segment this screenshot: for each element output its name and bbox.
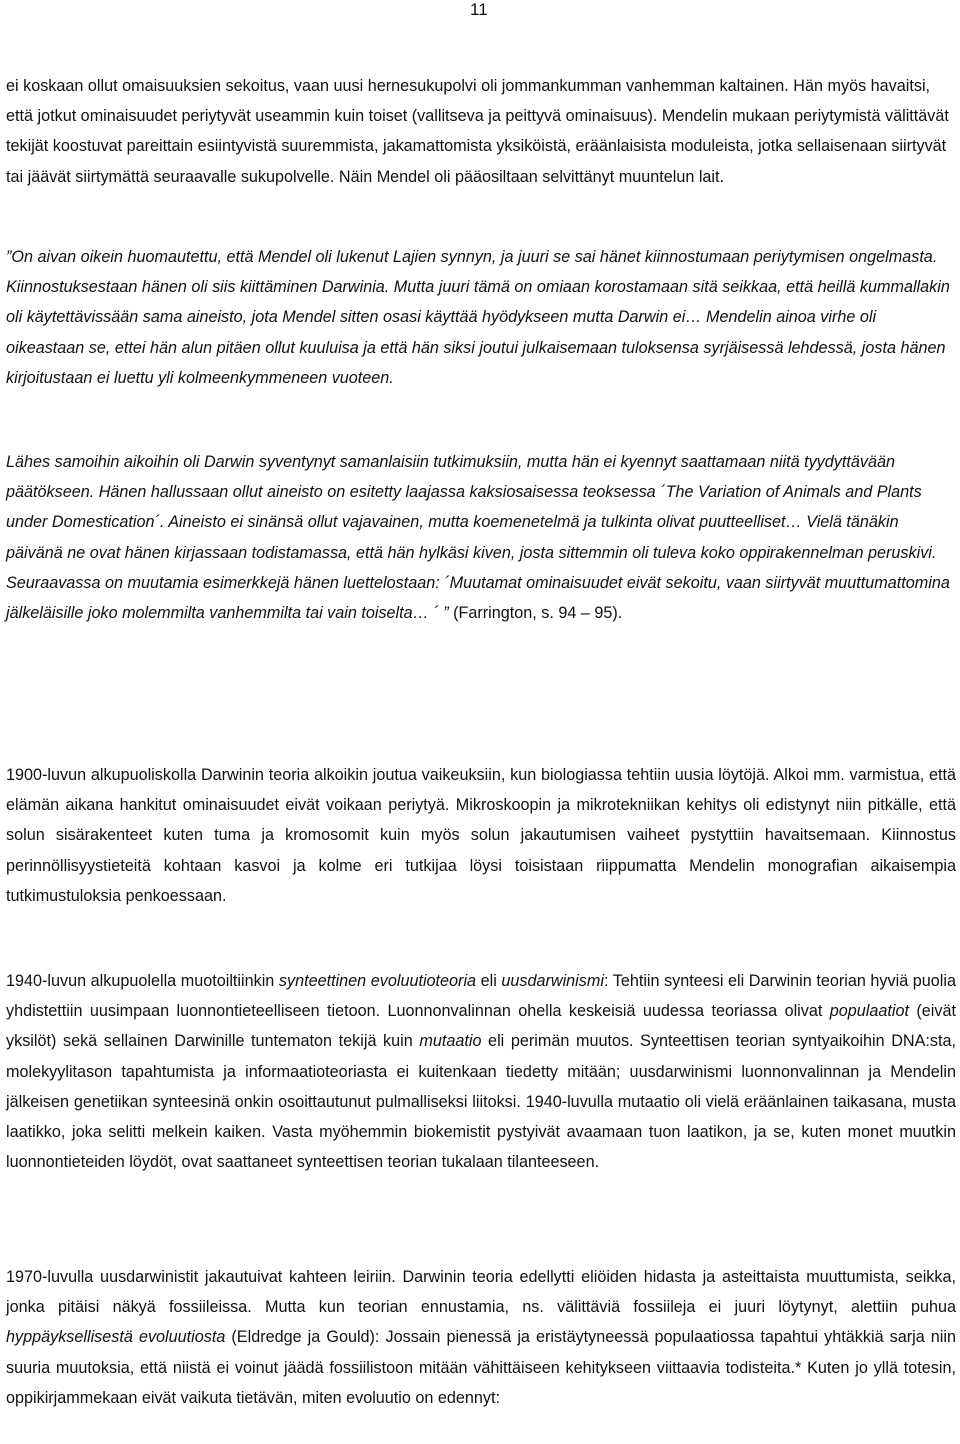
- paragraph-1970s: [6, 1262, 956, 1413]
- term-synthetic-theory: synteettinen evoluutioteoria: [278, 972, 477, 990]
- text-segment: : Tehtiin synteesi eli Darwinin teorian hyviä puolia yhdistettiin uusimpaan luonnontieteelliseen tietoon. Luonnonvalinnan ohella keskeisiä uudessa teoriassa olivat: [6, 972, 956, 1021]
- paragraph-1940s: [6, 966, 956, 1177]
- term-neodarwinism: uusdarwinismi: [501, 972, 604, 990]
- quote-mendel-darwin: [6, 242, 956, 393]
- quote-darwin-variation: [6, 447, 956, 628]
- text-segment: (eivät yksilöt) sekä sellainen Darwinille tuntematon tekijä kuin: [6, 1002, 956, 1051]
- term-populations: populaatiot: [829, 1002, 909, 1021]
- paragraph-mendel-laws: [6, 71, 956, 192]
- text-segment: eli: [476, 972, 502, 990]
- text-segment: (Eldredge ja Gould): Jossain pienessä ja eristäytyneessä populaatiossa tapahtui yhtäkkiä sarja niin suuria muutoksia, että niistä ei voinut jäädä fossiilistoon mitään vähittäiseen kehitykseen viittaavia todisteita.* Kuten jo yllä totesin, oppikirjammekaan eivät vaikuta tietävän, miten evoluutio on edennyt:: [6, 1328, 956, 1407]
- term-punctuated-evolution: hyppäyksellisestä evoluutiosta: [6, 1328, 226, 1347]
- page-number: 11: [470, 0, 488, 19]
- term-mutation: mutaatio: [419, 1032, 482, 1051]
- paragraph-text: ei koskaan ollut omaisuuksien sekoitus, vaan uusi hernesukupolvi oli jommankumman vanhemman kaltainen. Hän myös havaitsi, että jotkut ominaisuudet periytyvät useammin kuin toiset (vallitseva ja peittyvä ominaisuus). Mendelin mukaan periytymistä välittävät tekijät koostuvat pareittain esiintyvistä suuremmista, jakamattomista yksiköistä, eräänlaisista moduleista, jotka sellaisenaan siirtyvät tai jäävät siirtymättä seuraavalle sukupolvelle. Näin Mendel oli pääosiltaan selvittänyt muuntelun lait.: [6, 77, 949, 186]
- quote-text: Lähes samoihin aikoihin oli Darwin syventynyt samanlaisiin tutkimuksiin, mutta hän ei kyennyt saattamaan niitä tyydyttävään päätökseen. Hänen hallussaan ollut aineisto on esitetty laajassa kaksiosaisessa teoksessa ´The Variation of Animals and Plants under Domestication´. Aineisto ei sinänsä ollut vajavainen, mutta koemenetelmä ja tulkinta olivat puutteelliset… Vielä tänäkin päivänä ne ovat hänen kirjassaan todistamassa, että hän hylkäsi kiven, josta sittemmin oli tuleva koko oppirakennelman peruskivi. Seuraavassa on muutamia esimerkkejä hänen luettelostaan: ´Muutamat ominaisuudet eivät sekoitu, vaan siirtyvät muuttumattomina jälkeläisille joko molemmilta vanhemmilta tai vain toiselta… ´ ”: [6, 453, 950, 623]
- text-segment: 1970-luvulla uusdarwinistit jakautuivat kahteen leiriin. Darwinin teoria edellytti eliöiden hidasta ja asteittaista muuttumista, seikka, jonka pitäisi näkyä fossiileissa. Mutta kun teorian ennustamia, ns. välittäviä fossiileja ei juuri löytynyt, alettiin puhua: [6, 1268, 956, 1317]
- text-segment: 1940-luvun alkupuolella muotoiltiinkin: [6, 972, 279, 990]
- paragraph-1900s: [6, 760, 956, 911]
- paragraph-text: 1900-luvun alkupuoliskolla Darwinin teoria alkoikin joutua vaikeuksiin, kun biologiassa tehtiin uusia löytöjä. Alkoi mm. varmistua, että elämän aikana hankitut ominaisuudet eivät voikaan periytyä. Mikroskoopin ja mikrotekniikan kehitys oli edistynyt niin pitkälle, että solun sisärakenteet kuten tuma ja kromosomit kuin myös solun jakautumisen vaiheet pystyttiin havaitsemaan. Kiinnostus perinnöllisyystieteitä kohtaan kasvoi ja kolme eri tutkijaa löysi toisistaan riippumatta Mendelin monografian aikaisempia tutkimustuloksia penkoessaan.: [6, 766, 956, 905]
- text-segment: eli perimän muutos. Synteettisen teorian syntyaikoihin DNA:sta, molekyylitason tapahtumista ja informaatioteoriasta ei kuitenkaan tiedetty mitään; uusdarwinismi luonnonvalinnan ja Mendelin jälkeisen genetiikan synteesinä onkin osoittautunut pulmalliseksi liitoksi. 1940-luvulla mutaatio oli vielä eräänlainen taikasana, musta laatikko, joka selitti melkein kaiken. Vasta myöhemmin biokemistit pystyivät avaamaan tuon laatikon, ja se, kuten monet muutkin luonnontieteiden löydöt, ovat saattaneet synteettisen teorian tukalaan tilanteeseen.: [6, 1032, 956, 1172]
- quote-text: ”On aivan oikein huomautettu, että Mendel oli lukenut Lajien synnyn, ja juuri se sai hänet kiinnostumaan periytymisen ongelmasta. Kiinnostuksestaan hänen oli siis kiittäminen Darwinia. Mutta juuri tämä on omiaan korostamaan sitä seikkaa, että heillä kummallakin oli käytettävissään sama aineisto, jota Mendel sitten osasi käyttää hyödykseen mutta Darwin ei… Mendelin ainoa virhe oli oikeastaan se, ettei hän alun pitäen ollut kuuluisa ja että hän siksi joutui julkaisemaan tuloksensa syrjäisessä lehdessä, josta hänen kirjoitustaan ei luettu yli kolmeenkymmeneen vuoteen.: [6, 248, 950, 387]
- citation: (Farrington, s. 94 – 95).: [448, 604, 623, 623]
